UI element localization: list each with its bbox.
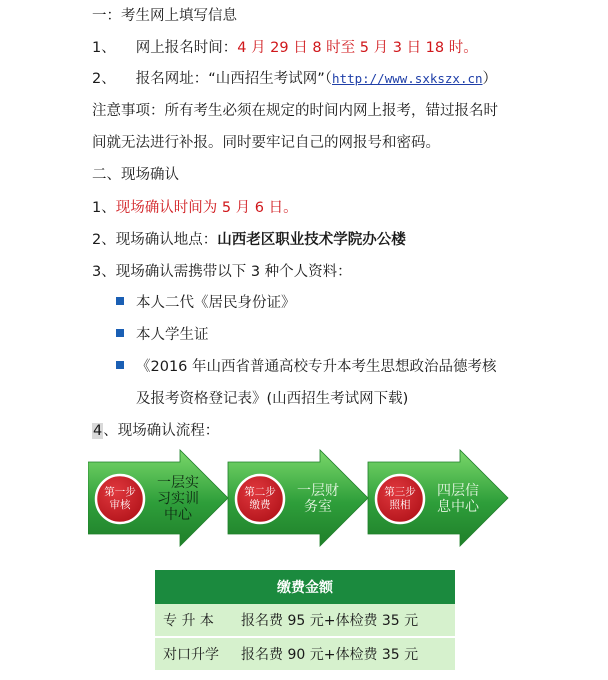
step-badge-label: 照相	[389, 499, 411, 511]
section1-heading: 一：考生网上填写信息	[92, 8, 237, 24]
table-row	[155, 637, 455, 670]
step-badge-label: 第一步	[104, 486, 136, 498]
registration-url-line	[92, 69, 497, 89]
confirm-time-text: 现场确认时间为 5 月 6 日。	[115, 200, 298, 216]
fee-category: 专 升 本	[155, 604, 240, 637]
process-flow-diagram	[88, 448, 528, 554]
flow-step-3	[368, 450, 508, 546]
step-location-text: 四层信	[437, 483, 479, 499]
step-badge-label: 第二步	[244, 486, 276, 498]
registration-url-end: ）	[482, 71, 498, 87]
note-line-1: 注意事项：所有考生必须在规定的时间内网上报考，错过报名时	[92, 103, 498, 119]
registration-time-value: 4 月 29 日 8 时至 5 月 3 日 18 时。	[237, 40, 478, 56]
flow-step-2	[228, 450, 368, 546]
material-item: 《2016 年山西省普通高校专升本考生思想政治品德考核	[116, 357, 497, 377]
material-item-continued: 及报考资格登记表》(山西招生考试网下载)	[136, 391, 409, 407]
material-item: 本人二代《居民身份证》	[116, 293, 296, 313]
item-number-highlighted: 4	[93, 423, 103, 439]
step-location-text: 一层财	[297, 483, 339, 499]
registration-time-label: 网上报名时间：	[135, 40, 238, 56]
registration-url-label: 报名网址：“山西招生考试网”（	[135, 71, 333, 87]
square-bullet-icon	[116, 297, 124, 305]
registration-url-link[interactable]: http://www.sxkszx.cn	[332, 71, 483, 86]
square-bullet-icon	[116, 361, 124, 369]
material-item: 本人学生证	[116, 325, 209, 345]
confirm-location-label: 现场确认地点：	[115, 232, 218, 248]
item-number: 2、	[92, 232, 116, 248]
fee-amount: 报名费 90 元+体检费 35 元	[240, 637, 455, 670]
fee-table-title: 缴费金额	[155, 570, 455, 604]
step-badge-label: 第三步	[384, 486, 416, 498]
section2-heading: 二、现场确认	[92, 167, 179, 183]
step-badge-label: 缴费	[249, 499, 271, 511]
table-row	[155, 604, 455, 637]
confirm-location-line	[92, 230, 406, 250]
item-number: 1、	[92, 40, 116, 56]
step-location-text: 习实训	[157, 491, 199, 507]
step-badge-label: 审核	[109, 499, 131, 511]
flow-intro-text: 、现场确认流程：	[103, 423, 220, 439]
note-line-2: 间就无法进行补报。同时要牢记自己的网报号和密码。	[92, 135, 440, 151]
flow-step-1	[88, 450, 228, 546]
step-location-text: 务室	[304, 499, 332, 515]
confirm-time-line	[92, 198, 298, 218]
fee-category: 对口升学	[155, 637, 240, 670]
step-location-text: 息中心	[437, 499, 479, 515]
square-bullet-icon	[116, 329, 124, 337]
flow-intro-line	[92, 421, 219, 441]
confirm-location-value: 山西老区职业技术学院办公楼	[217, 232, 406, 248]
item-number: 2、	[92, 71, 116, 87]
fee-amount: 报名费 95 元+体检费 35 元	[240, 604, 455, 637]
step-location-text: 中心	[164, 507, 192, 523]
registration-time-line	[92, 38, 478, 58]
materials-intro: 3、现场确认需携带以下 3 种个人资料：	[92, 264, 352, 280]
step-location-text: 一层实	[157, 475, 199, 491]
fee-table	[155, 570, 455, 670]
item-number: 1、	[92, 200, 116, 216]
